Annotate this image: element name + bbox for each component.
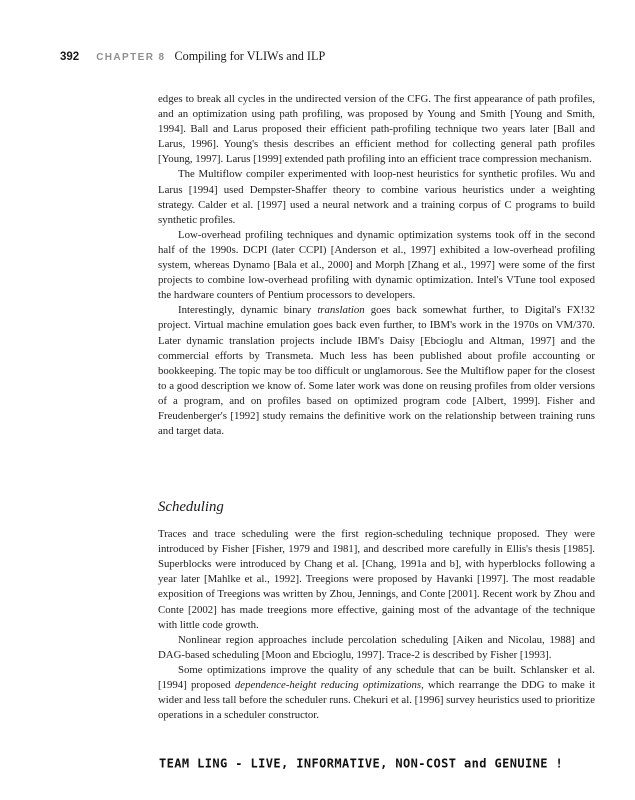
text-segment: goes back somewhat further, to Digital's FX!32 project. Virtual machine emulation goes back even further, to IBM's work in the 1970s on VM/370. Later dynamic translation projects include IBM's Daisy [Ebcioglu and Altman, 1997] and the commercial efforts by Transmeta. Much less has been published about profile accounting or bookkeeping. The topic may be too difficult or unglamorous. See the Multiflow paper for the closest to a good description we know of. Some later work was done on reusing profiles from older versions of a program, and on profiles based on optimized program code [Albert, 1999]. Fisher and Freudenberger's [1992] study remains the definitive work on the relationship between training runs and target data.: [158, 304, 595, 438]
section-heading: Scheduling: [158, 499, 224, 515]
watermark-text: TEAM LING - LIVE, INFORMATIVE, NON-COST and GENUINE !: [159, 756, 564, 771]
paragraph: Nonlinear region approaches include percolation scheduling [Aiken and Nicolau, 1988] and DAG-based scheduling [Moon and Ebcioglu, 1997]. Trace-2 is described by Fisher [1993].: [158, 633, 595, 661]
text-segment: Interestingly, dynamic binary: [178, 304, 318, 317]
watermark-footer: [159, 756, 563, 771]
chapter-label: CHAPTER 8: [96, 52, 166, 63]
paragraph: [158, 663, 595, 723]
text-segment: Some optimizations improve the quality of any schedule that can be built. Schlansker et al. [1994] proposed: [158, 663, 595, 692]
body-text-upper: [158, 92, 595, 439]
italic-term: dependence-height reducing optimizations: [234, 679, 422, 692]
paragraph: edges to break all cycles in the undirected version of the CFG. The first appearance of path profiles, and an optimization using path profiling, was proposed by Young and Smith [Young and Smith, 1994]. Ball and Larus proposed their efficient path-profiling technique two years later [Ball and Larus, 1996]. Young's thesis describes an efficient method for collecting general path profiles [Young, 1997]. Larus [1999] extended path profiling into an efficient trace compression mechanism.: [158, 93, 595, 166]
page-number: 392: [60, 51, 80, 63]
text-segment: , which rearrange the DDG to make it wider and less tall before the scheduler runs. Chekuri et al. [1996] survey heuristics used to prioritize operations in a scheduler constructor.: [158, 679, 596, 722]
paragraph: Low-overhead profiling techniques and dynamic optimization systems took off in the second half of the 1990s. DCPI (later CCPI) [Anderson et al., 1997] exhibited a low-overhead profiling system, whereas Dynamo [Bala et al., 2000] and Morph [Zhang et al., 1997] were some of the first projects to combine low-overhead profiling with dynamic optimization. Intel's VTune tool exposed the hardware counters of Pentium processors to developers.: [158, 228, 595, 302]
chapter-title: Compiling for VLIWs and ILP: [174, 49, 326, 63]
paragraph: [158, 303, 595, 439]
body-text-lower: [158, 500, 595, 723]
paragraph: Traces and trace scheduling were the first region-scheduling technique proposed. They were introduced by Fisher [Fisher, 1979 and 1981], and described more carefully in Ellis's thesis [1985]. Superblocks were introduced by Chang et al. [Chang, 1991a and b], with hyperblocks following a year later [Mahlke et al., 1992]. Treegions were proposed by Havanki [1997]. The most readable exposition of Treegions was written by Zhou, Jennings, and Conte [2001]. Recent work by Zhou and Conte [2002] has made treegions more effective, gaining most of the advantage of the technique with little code growth.: [158, 528, 595, 631]
running-head: [60, 49, 595, 64]
paragraph: The Multiflow compiler experimented with loop-nest heuristics for synthetic profiles. Wu and Larus [1994] used Dempster-Shaffer theory to combine various heuristics under a weighting strategy. Calder et al. [1997] used a neural network and a training corpus of C programs to build synthetic profiles.: [158, 168, 595, 226]
italic-term: translation: [317, 304, 365, 317]
